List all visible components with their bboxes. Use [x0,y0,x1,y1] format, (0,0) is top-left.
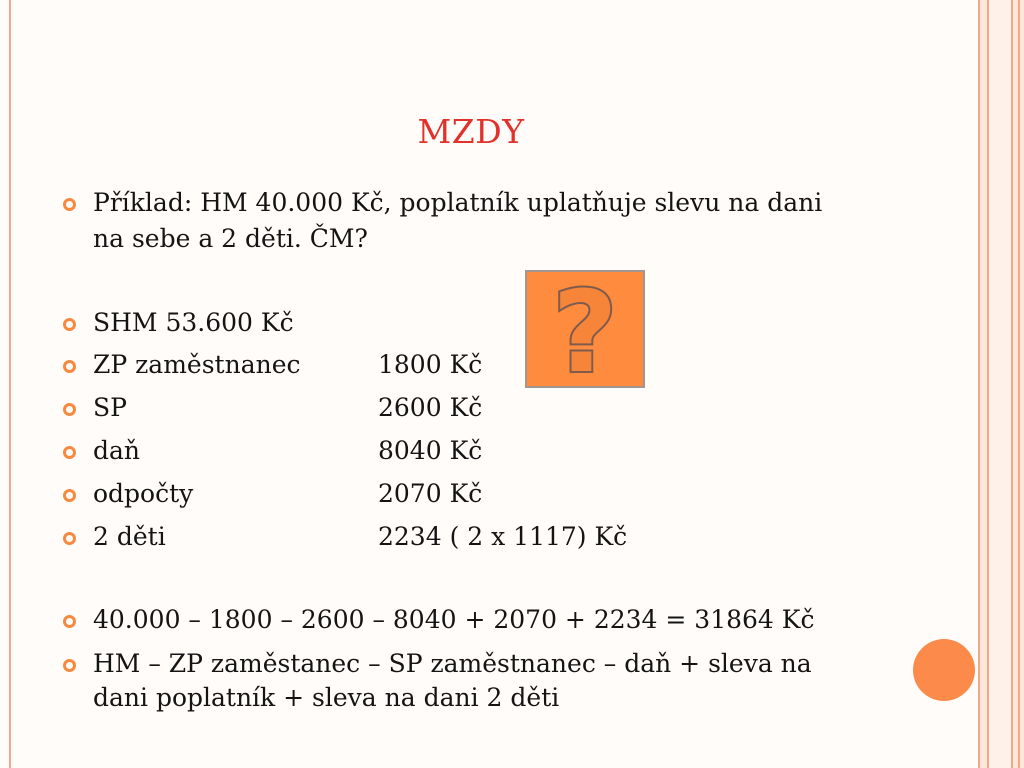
item-label: SP [93,393,127,422]
bullet-item-odpocty [0,476,900,512]
bullet-text: SHM 53.600 Kč [93,308,294,337]
bullet-item-shm [0,305,900,341]
bullet-text: 40.000 – 1800 – 2600 – 8040 + 2070 + 2234 = 31864 Kč [93,605,815,634]
bullet-text: HM – ZP zaměstanec – SP zaměstnanec – daň + sleva na [93,649,812,678]
question-mark-glyph: ? [552,272,618,386]
item-label: 2 děti [93,522,166,551]
question-mark-icon [527,272,643,386]
question-mark-picture [525,270,645,388]
item-label: daň [93,436,141,465]
bullet-text: dani poplatník + sleva na dani 2 děti [93,683,560,712]
slide-title: MZDY [417,112,525,151]
right-decorative-stripes [978,0,1024,768]
bullet-item-zp [0,347,900,383]
bullet-text: Příklad: HM 40.000 Kč, poplatník uplatňuje slevu na dani [93,188,823,217]
bullet-ring-icon [63,615,76,628]
stripe-line [978,0,980,768]
stripe-band [989,0,1011,768]
item-value: 2070 Kč [378,479,483,508]
bullet-ring-icon [63,198,76,211]
bullet-item-dan [0,433,900,469]
stripe-line [1018,0,1020,768]
bullet-ring-icon [63,318,76,331]
bullet-ring-icon [63,360,76,373]
bullet-ring-icon [63,489,76,502]
stripe-line [1011,0,1013,768]
bullet-ring-icon [63,403,76,416]
bullet-item-explanation-continued [0,680,900,716]
item-value: 8040 Kč [378,436,483,465]
bullet-ring-icon [63,532,76,545]
bullet-item-explanation [0,646,900,682]
item-value: 1800 Kč [378,350,483,379]
bullet-text: na sebe a 2 děti. ČM? [93,224,368,253]
bullet-item-formula [0,602,900,638]
decorative-orange-circle [913,639,975,701]
bullet-ring-icon [63,659,76,672]
bullet-item-example-continued [0,221,900,257]
item-value: 2234 ( 2 x 1117) Kč [378,522,628,551]
bullet-item-example [0,185,900,221]
bullet-ring-icon [63,446,76,459]
bullet-item-deti [0,519,900,555]
item-value: 2600 Kč [378,393,483,422]
item-label: ZP zaměstnanec [93,350,301,379]
bullet-item-sp [0,390,900,426]
item-label: odpočty [93,479,194,508]
